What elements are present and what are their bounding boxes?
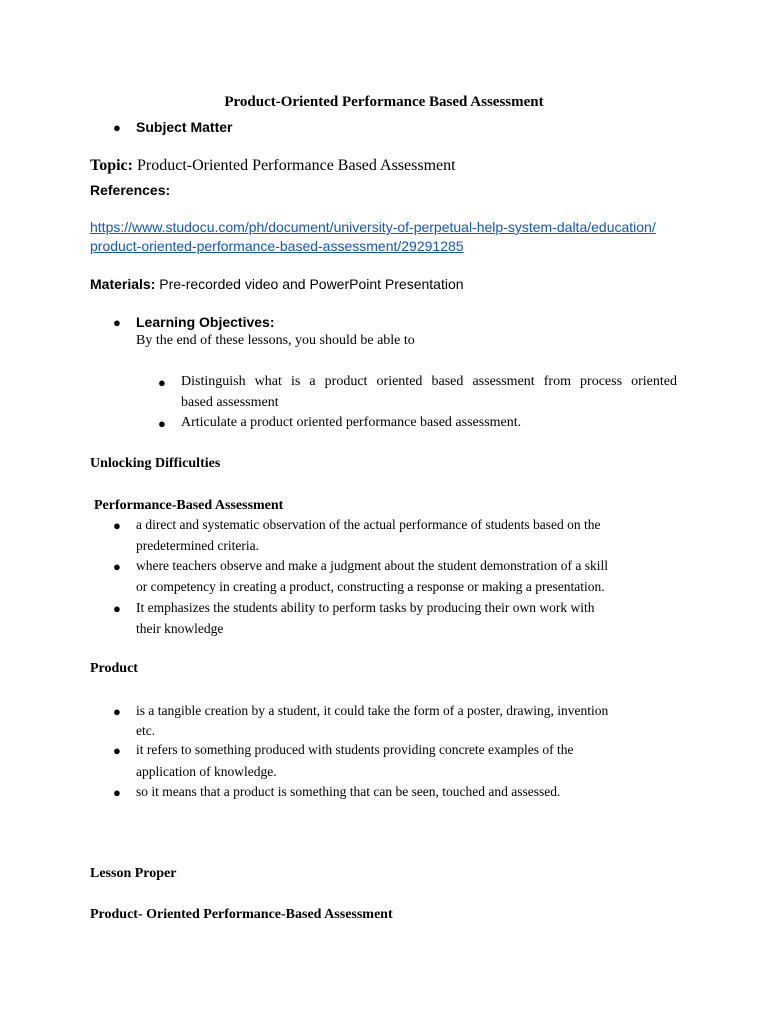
topic-label: Topic: bbox=[90, 157, 133, 174]
bullet-icon: ● bbox=[113, 518, 121, 533]
unlocking-difficulties-heading: Unlocking Difficulties bbox=[90, 456, 221, 471]
pba-item-2-line-2: or competency in creating a product, constructing a response or making a presentation. bbox=[136, 579, 605, 594]
bullet-icon: ● bbox=[113, 785, 121, 800]
materials-label: Materials: bbox=[90, 276, 156, 292]
pba-item-1-line-1: a direct and systematic observation of the actual performance of students based on the bbox=[136, 517, 601, 532]
topic-line bbox=[90, 157, 456, 175]
reference-link-line-2[interactable]: product-oriented-performance-based-assessment/29291285 bbox=[90, 238, 464, 254]
bullet-icon: ● bbox=[113, 601, 121, 616]
pba-item-2-line-1: where teachers observe and make a judgment about the student demonstration of a skill bbox=[136, 558, 608, 573]
bullet-icon: ● bbox=[113, 559, 121, 574]
pba-heading: Performance-Based Assessment bbox=[94, 498, 284, 513]
learning-objectives-heading: Learning Objectives: bbox=[136, 314, 275, 330]
objective-item-2: Articulate a product oriented performance based assessment. bbox=[181, 415, 522, 430]
topic-value: Product-Oriented Performance Based Assessment bbox=[136, 157, 456, 174]
bullet-icon: ● bbox=[158, 416, 166, 431]
bullet-icon: ● bbox=[113, 704, 121, 719]
bullet-icon: ● bbox=[113, 120, 121, 135]
objective-item-1-line-2: based assessment bbox=[181, 395, 279, 410]
product-item-1-line-2: etc. bbox=[136, 723, 156, 738]
product-item-1-line-1: is a tangible creation by a student, it could take the form of a poster, drawing, invention bbox=[136, 703, 609, 718]
subject-matter-label: Subject Matter bbox=[136, 119, 233, 135]
materials-line bbox=[90, 276, 464, 292]
bullet-icon: ● bbox=[113, 315, 121, 330]
product-item-2-line-2: application of knowledge. bbox=[136, 764, 277, 779]
pba-item-3-line-1: It emphasizes the students ability to perform tasks by producing their own work with bbox=[136, 600, 595, 615]
product-item-3: so it means that a product is something that can be seen, touched and assessed. bbox=[136, 784, 561, 799]
learning-objectives-intro: By the end of these lessons, you should be able to bbox=[136, 333, 415, 348]
pba-item-3-line-2: their knowledge bbox=[136, 621, 224, 636]
reference-link-line-1[interactable]: https://www.studocu.com/ph/document/university-of-perpetual-help-system-dalta/education/ bbox=[90, 219, 656, 235]
product-item-2-line-1: it refers to something produced with students providing concrete examples of the bbox=[136, 742, 574, 757]
materials-value: Pre-recorded video and PowerPoint Presentation bbox=[159, 276, 464, 292]
bullet-icon: ● bbox=[158, 375, 166, 390]
product-heading: Product bbox=[90, 661, 138, 676]
bullet-icon: ● bbox=[113, 743, 121, 758]
pba-item-1-line-2: predetermined criteria. bbox=[136, 538, 259, 553]
references-label: References: bbox=[90, 182, 171, 198]
objective-item-1-line-1: Distinguish what is a product oriented based assessment from process oriented bbox=[181, 374, 677, 389]
page-title: Product-Oriented Performance Based Assessment bbox=[224, 94, 544, 110]
lesson-proper-heading: Lesson Proper bbox=[90, 866, 177, 881]
section-heading: Product- Oriented Performance-Based Assessment bbox=[90, 907, 393, 922]
